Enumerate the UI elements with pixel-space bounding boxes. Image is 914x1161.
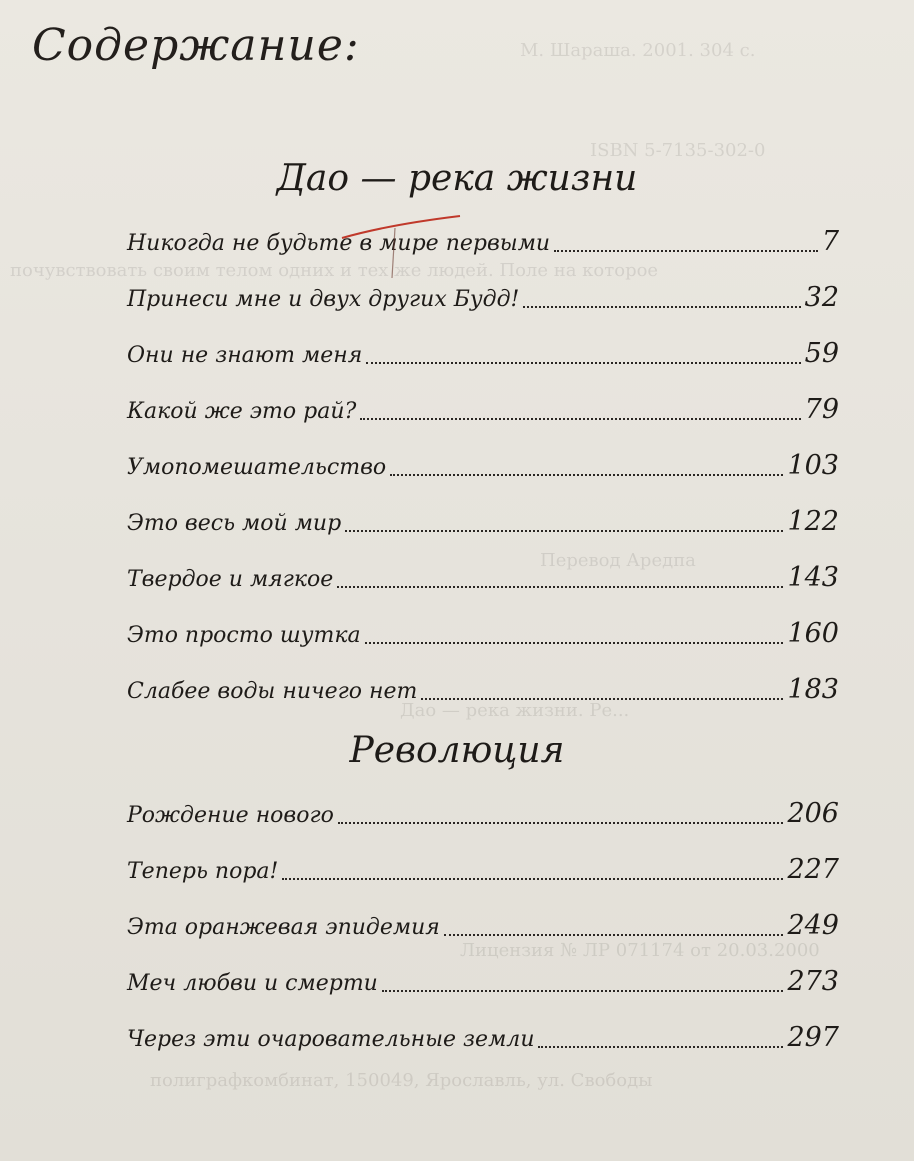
page-title: Содержание:	[32, 20, 360, 71]
toc-entry-page: 273	[787, 966, 839, 997]
toc-entry[interactable]	[127, 1014, 839, 1054]
bleed-through-text: Перевод Аредпа	[540, 550, 696, 571]
toc-entry-page: 122	[787, 506, 839, 537]
toc-entry[interactable]	[127, 498, 839, 538]
toc-entry[interactable]	[127, 554, 839, 594]
toc-entry-title: Какой же это рай?	[127, 399, 357, 424]
section-heading-dao: Дао — река жизни	[276, 158, 638, 199]
toc-entry-page: 59	[804, 338, 839, 369]
toc-entry-title: Они не знают меня	[127, 343, 363, 368]
toc-entry-page: 206	[787, 798, 839, 829]
bleed-through-text: M. Шараша. 2001. 304 с.	[520, 40, 756, 61]
toc-entry[interactable]	[127, 218, 839, 258]
toc-entry-page: 103	[787, 450, 839, 481]
toc-entry-page: 160	[787, 618, 839, 649]
dot-leader	[366, 361, 800, 364]
dot-leader	[337, 585, 783, 588]
toc-entry[interactable]	[127, 846, 839, 886]
toc-entry[interactable]	[127, 610, 839, 650]
dot-leader	[365, 641, 784, 644]
toc-entry-page: 249	[787, 910, 839, 941]
dot-leader	[360, 417, 800, 420]
bleed-through-text: ISBN 5-7135-302-0	[590, 140, 766, 161]
dot-leader	[345, 529, 783, 532]
toc-entry-page: 297	[787, 1022, 839, 1053]
toc-entry-title: Умопомешательство	[127, 455, 387, 480]
toc-entry-title: Твердое и мягкое	[127, 567, 334, 592]
toc-entry-page: 227	[787, 854, 839, 885]
bleed-through-text: Лицензия № ЛР 071174 от 20.03.2000	[460, 940, 820, 961]
toc-entry[interactable]	[127, 442, 839, 482]
bleed-through-text: Дао — река жизни. Ре...	[400, 700, 630, 721]
dot-leader	[444, 933, 784, 936]
toc-entry-title: Это просто шутка	[127, 623, 361, 648]
toc-entry-page: 32	[804, 282, 839, 313]
toc-entry-page: 7	[821, 226, 839, 257]
dot-leader	[338, 821, 784, 824]
toc-entry-title: Через эти очаровательные земли	[127, 1027, 535, 1052]
toc-entry[interactable]	[127, 274, 839, 314]
dot-leader	[282, 877, 783, 880]
toc-entry-page: 143	[787, 562, 839, 593]
dot-leader	[554, 249, 818, 252]
dot-leader	[421, 697, 783, 700]
toc-entry-title: Принеси мне и двух других Будд!	[127, 287, 520, 312]
toc-entry-title: Слабее воды ничего нет	[127, 679, 418, 704]
toc-entry-title: Меч любви и смерти	[127, 971, 378, 996]
toc-entry-title: Никогда не будьте в мире первыми	[127, 231, 551, 256]
toc-entry[interactable]	[127, 386, 839, 426]
toc-entry-title: Рождение нового	[127, 803, 334, 828]
toc-entry[interactable]	[127, 902, 839, 942]
dot-leader	[382, 989, 784, 992]
section-heading-revolution: Революция	[349, 730, 565, 771]
dot-leader	[523, 305, 800, 308]
dot-leader	[390, 473, 783, 476]
toc-entry[interactable]	[127, 330, 839, 370]
toc-entry-title: Это весь мой мир	[127, 511, 342, 536]
dot-leader	[538, 1045, 783, 1048]
toc-entry-page: 183	[787, 674, 839, 705]
pencil-mark-icon	[340, 208, 470, 288]
bleed-through-text: полиграфкомбинат, 150049, Ярославль, ул. Свободы	[150, 1070, 653, 1091]
toc-entry[interactable]	[127, 958, 839, 998]
toc-entry-page: 79	[804, 394, 839, 425]
toc-entry[interactable]	[127, 790, 839, 830]
toc-entry[interactable]	[127, 666, 839, 706]
toc-entry-title: Эта оранжевая эпидемия	[127, 915, 440, 940]
bleed-through-text: почувствовать своим телом одних и тех же людей. Поле на которое	[10, 260, 659, 281]
toc-entry-title: Теперь пора!	[127, 859, 279, 884]
